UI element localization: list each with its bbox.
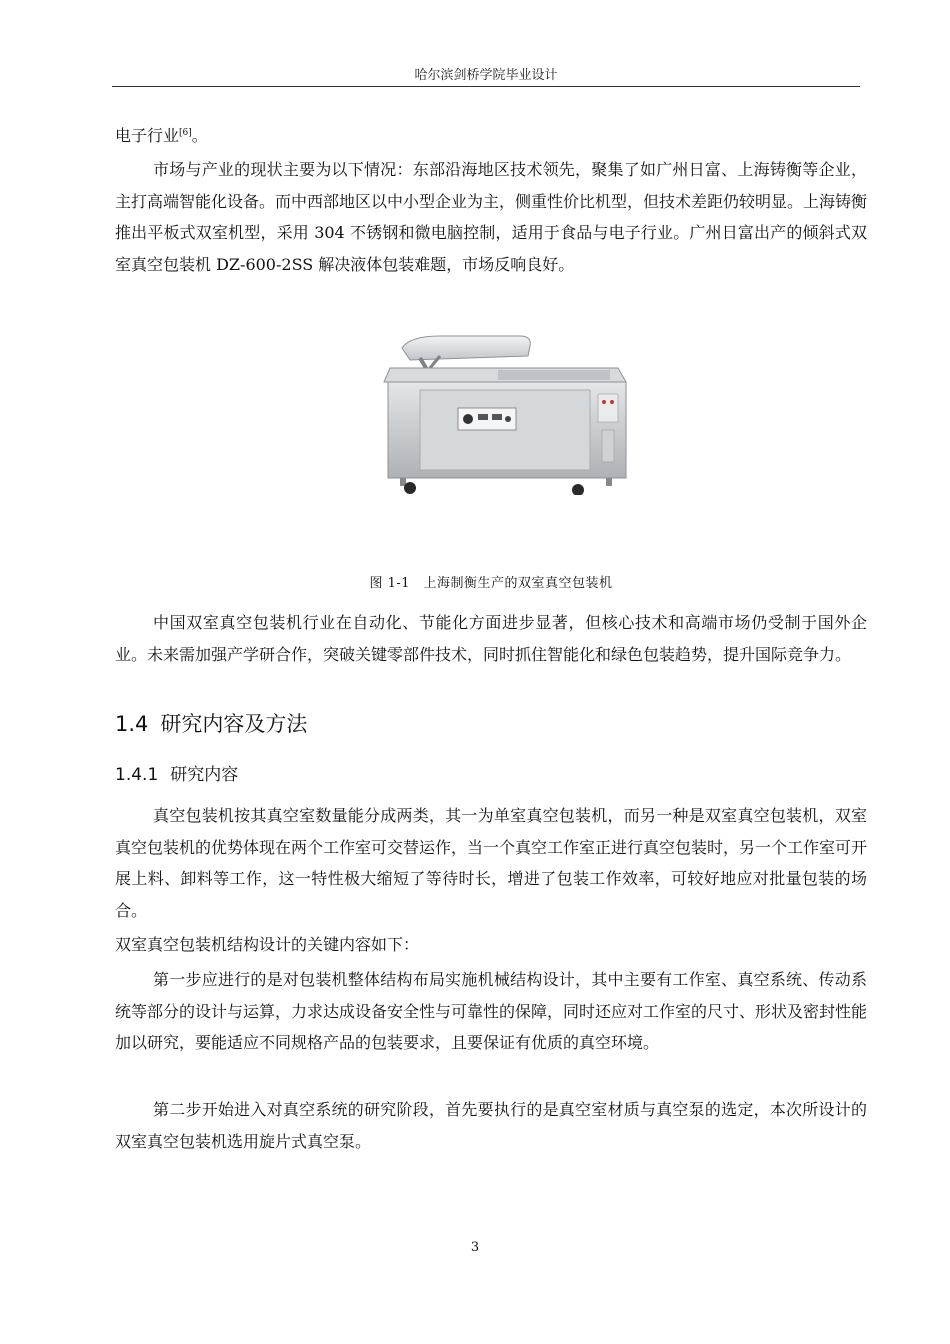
figure-caption: 图 1-1 上海制衡生产的双室真空包装机 (369, 576, 613, 591)
section-title: 研究内容及方法 (160, 712, 308, 736)
vacuum-packaging-machine-image (380, 330, 630, 495)
subsection-heading (115, 760, 238, 785)
subsection-title: 研究内容 (170, 765, 239, 785)
paragraph-key-points-intro: 双室真空包装机结构设计的关键内容如下： (115, 935, 420, 954)
paragraph-step-one: 第一步应进行的是对包装机整体结构布局实施机械结构设计，其中主要有工作室、真空系统、传动系统等部分的设计与运算，力求达成设备安全性与可靠性的保障，同时还应对工作室的尺寸、形状及密封性能加以研究，要能适应不同规格产品的包装要求，且要保证有优质的真空环境。 (115, 970, 868, 1052)
paragraph-text: 电子行业 (115, 126, 180, 145)
page-number: 3 (470, 1240, 480, 1255)
paragraph-market-status: 市场与产业的现状主要为以下情况：东部沿海地区技术领先，聚集了如广州日富、上海铸衡等企业，主打高端智能化设备。而中西部地区以中小型企业为主，侧重性价比机型，但技术差距仍较明显。上海铸衡推出平板式双室机型，采用 304 不锈钢和微电脑控制，适用于食品与电子行业。广州日富出产的倾斜式双室真空包装机 DZ-600-2SS 解决液体包装难题，市场反响良好。 (115, 160, 868, 274)
paragraph-step-two: 第二步开始进入对真空系统的研究阶段，首先要执行的是真空室材质与真空泵的选定，本次所设计的双室真空包装机选用旋片式真空泵。 (115, 1100, 867, 1151)
page-header: 哈尔滨剑桥学院毕业设计 (414, 68, 558, 83)
paragraph-continuation (115, 120, 867, 152)
section-number: 1.4 (115, 712, 149, 736)
paragraph-research-content: 真空包装机按其真空室数量能分成两类，其一为单室真空包装机，而另一种是双室真空包装机，双室真空包装机的优势体现在两个工作室可交替运作，当一个真空工作室正进行真空包装时，另一个工作室可开展上料、卸料等工作，这一特性极大缩短了等待时长，增进了包装工作效率，可较好地应对批量包装的场合。 (115, 806, 868, 920)
paragraph-end: 。 (191, 126, 208, 145)
section-heading (115, 708, 307, 738)
citation-ref: [6] (179, 128, 192, 138)
subsection-number: 1.4.1 (115, 765, 159, 785)
paragraph-industry-outlook: 中国双室真空包装机行业在自动化、节能化方面进步显著，但核心技术和高端市场仍受制于国外企业。未来需加强产学研合作，突破关键零部件技术，同时抓住智能化和绿色包装趋势，提升国际竞争力。 (115, 613, 867, 664)
header-rule (112, 86, 860, 87)
